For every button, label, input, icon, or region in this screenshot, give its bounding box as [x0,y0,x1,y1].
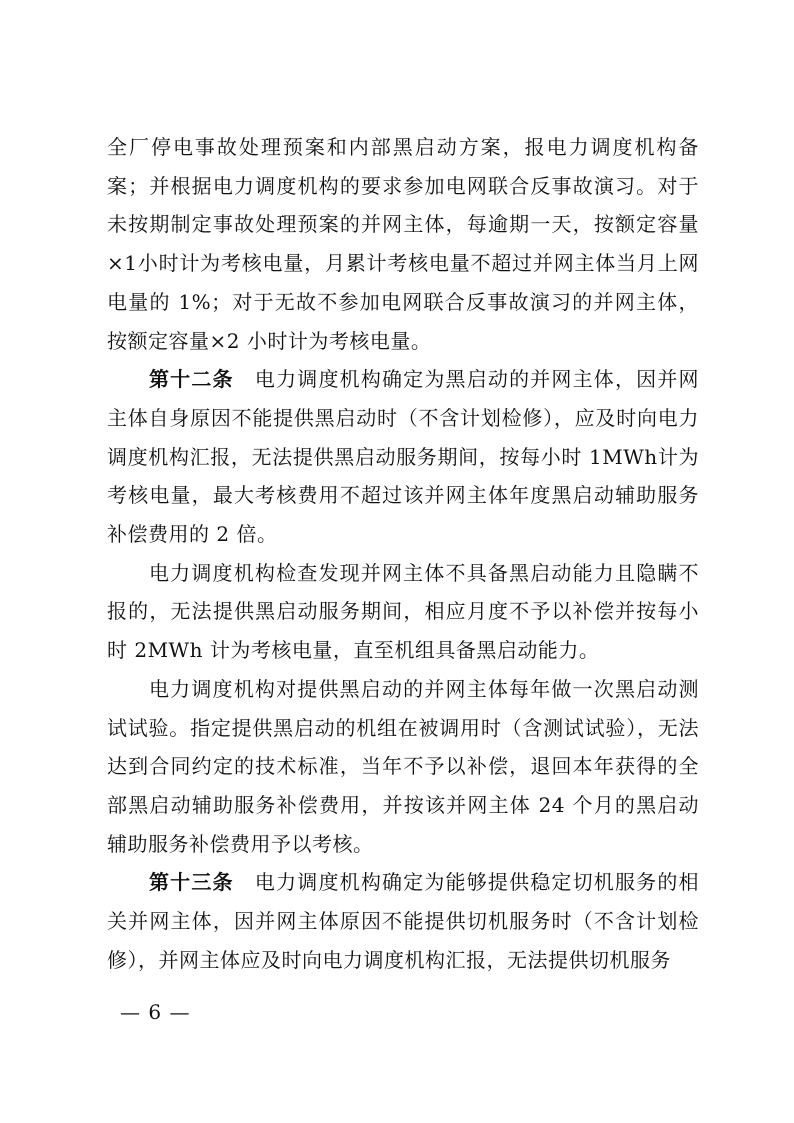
paragraph-5-text: 电力调度机构确定为能够提供稳定切机服务的相关并网主体，因并网主体原因不能提供切机服务时（不含计划检修），并网主体应及时向电力调度机构汇报，无法提供切机服务 [107,870,700,972]
page-number: — 6 — [120,1000,191,1024]
paragraph-3 [107,554,699,670]
paragraph-2-text: 电力调度机构确定为黑启动的并网主体，因并网主体自身原因不能提供黑启动时（不含计划检修），应及时向电力调度机构汇报，无法提供黑启动服务期间，按每小时 1MWh计为考核电量，最大考核费用不超过该并网主体年度黑启动辅助服务补偿费用的 2 倍。 [107,367,700,547]
paragraph-article-12 [107,360,699,554]
article-number-13: 第十三条 [149,870,234,895]
article-number-12: 第十二条 [149,367,234,392]
paragraph-3-text: 电力调度机构检查发现并网主体不具备黑启动能力且隐瞒不报的，无法提供黑启动服务期间，相应月度不予以补偿并按每小时 2MWh 计为考核电量，直至机组具备黑启动能力。 [107,560,699,663]
paragraph-1 [107,128,699,360]
paragraph-4-text: 电力调度机构对提供黑启动的并网主体每年做一次黑启动测试试验。指定提供黑启动的机组在被调用时（含测试试验），无法达到合同约定的技术标准，当年不予以补偿，退回本年获得的全部黑启动辅助服务补偿费用，并按该并网主体 24 个月的黑启动辅助服务补偿费用予以考核。 [107,676,699,856]
document-body [107,128,699,979]
paragraph-1-text: 全厂停电事故处理预案和内部黑启动方案，报电力调度机构备案；并根据电力调度机构的要求参加电网联合反事故演习。对于未按期制定事故处理预案的并网主体，每逾期一天，按额定容量×1小时计为考核电量，月累计考核电量不超过并网主体当月上网电量的 1%；对于无故不参加电网联合反事故演习的并网主体，按额定容量×2 小时计为考核电量。 [107,135,699,353]
paragraph-4 [107,670,699,864]
paragraph-article-13 [107,863,699,979]
